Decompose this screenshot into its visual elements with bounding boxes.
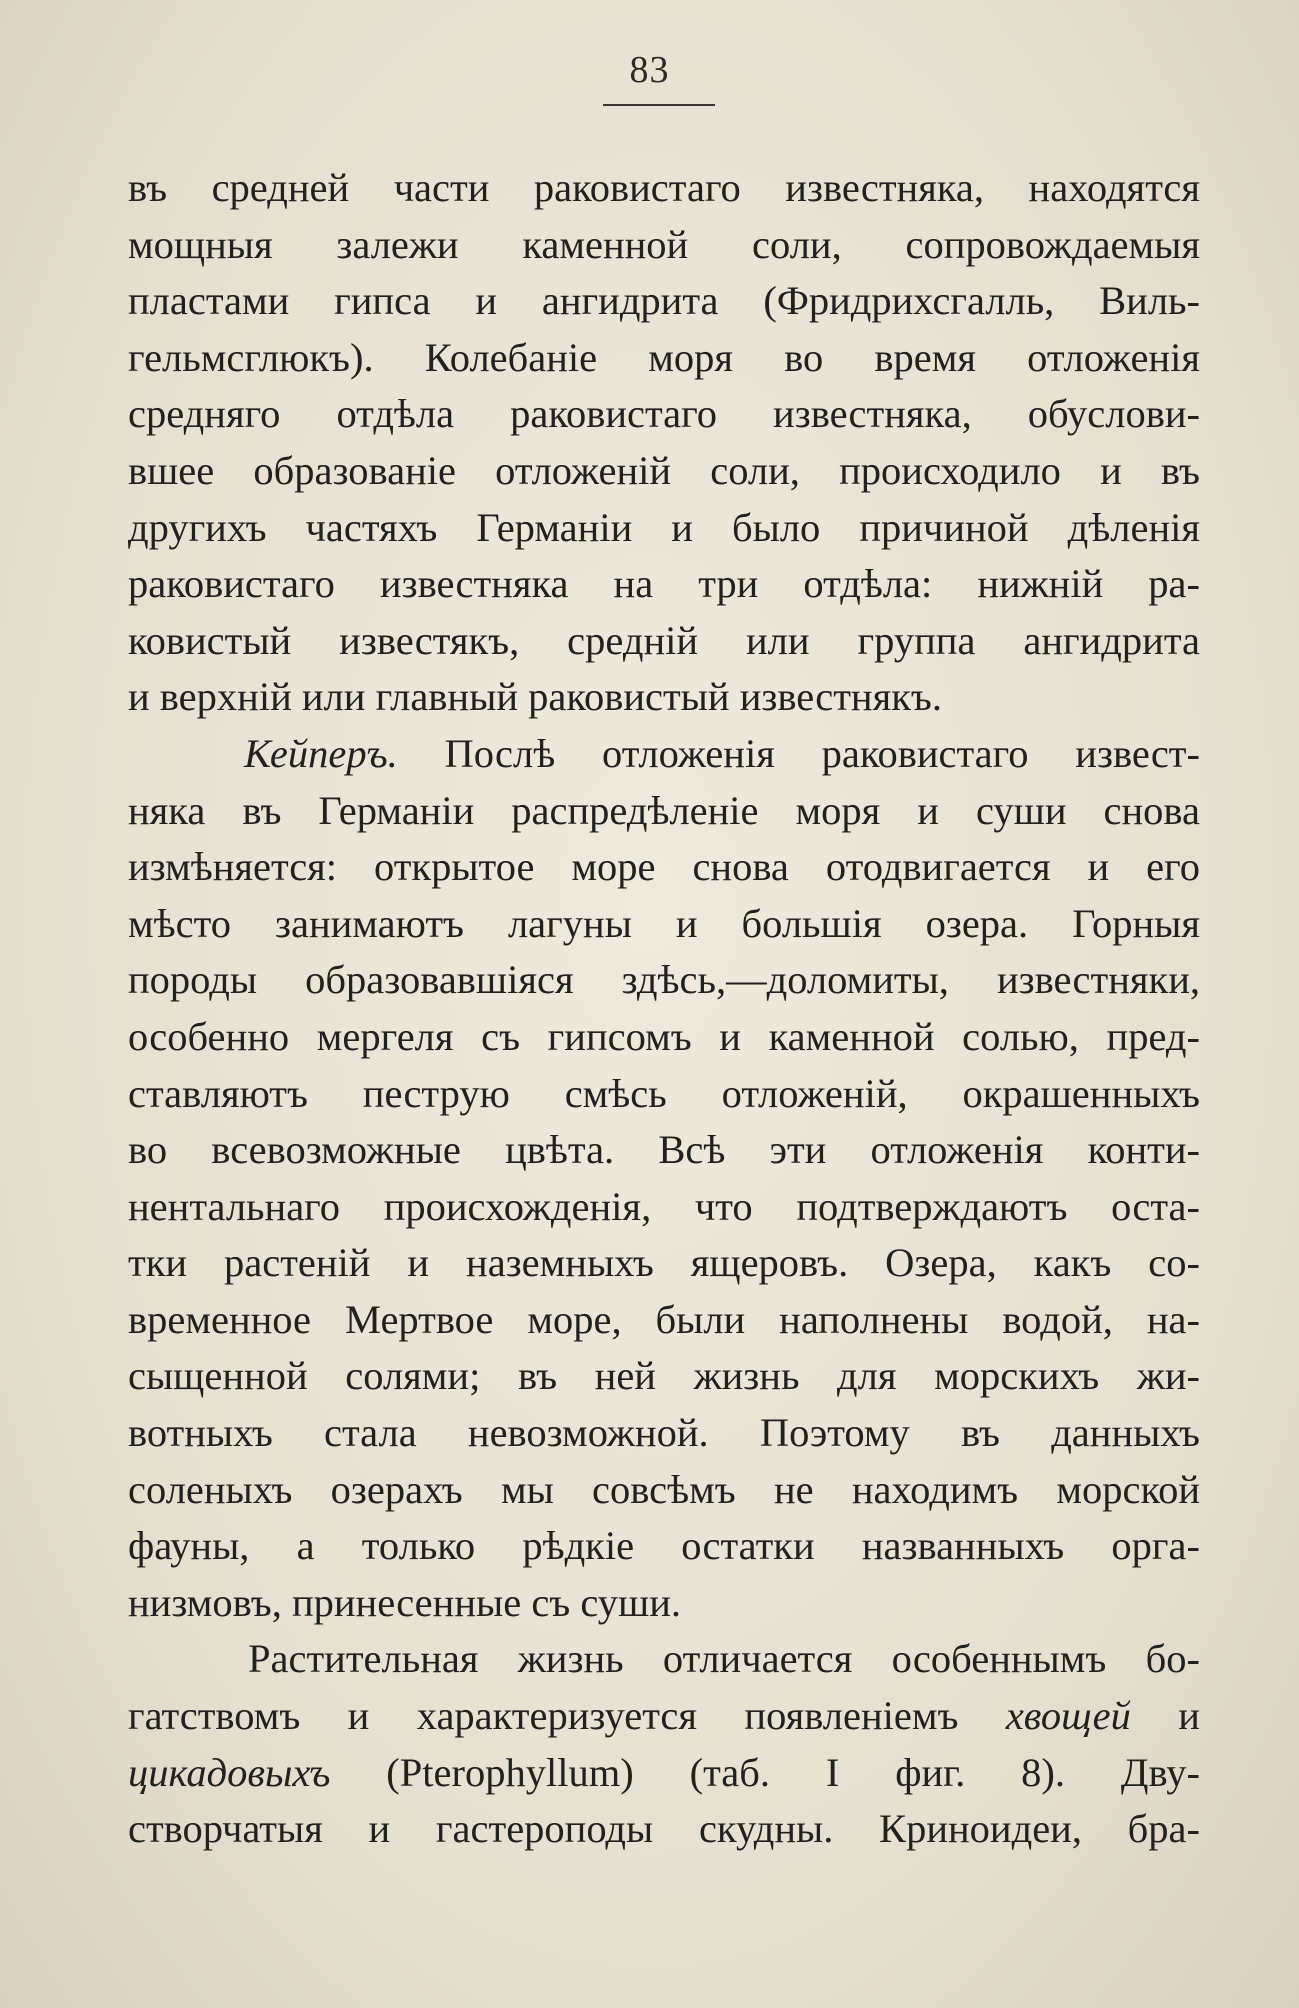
text-line: особенно мергеля съ гипсомъ и каменной солью, пред- — [128, 1013, 1200, 1059]
text-line: низмовъ, принесенные съ суши. — [128, 1579, 682, 1625]
text-line: средняго отдѣла раковистаго известняка, обуслови- — [128, 391, 1200, 437]
text-line: въ средней части раковистаго известняка, находятся — [128, 165, 1200, 210]
text-line: сыщенной солями; въ ней жизнь для морскихъ жи- — [128, 1353, 1200, 1399]
text-line: ставляютъ пеструю смѣсь отложеній, окрашенныхъ — [128, 1070, 1200, 1116]
text-line: раковистаго известняка на три отдѣла: нижній ра- — [128, 561, 1200, 607]
paragraph-first-line — [128, 726, 1200, 783]
text-fragment: и — [1130, 1693, 1200, 1739]
text-line — [128, 1688, 1200, 1745]
text-fragment: Послѣ отложенія раковистаго извест- — [397, 730, 1200, 776]
section-heading-keuper: Кейперъ. — [244, 730, 398, 776]
text-line: вотныхъ стала невозможной. Поэтому въ данныхъ — [128, 1410, 1200, 1456]
text-line: мѣсто занимаютъ лагуны и большія озера. Горныя — [128, 900, 1200, 946]
text-line: временное Мертвое море, были наполнены водой, на- — [128, 1296, 1200, 1342]
text-line: няка въ Германіи распредѣленіе моря и суши снова — [128, 787, 1200, 833]
text-line: и верхній или главный раковистый известнякъ. — [128, 674, 942, 720]
text-line: фауны, а только рѣдкіе остатки названныхъ орга- — [128, 1523, 1200, 1569]
page-number-rule — [603, 104, 715, 106]
text-line: створчатыя и гастероподы скудны. Криноидеи, бра- — [128, 1806, 1200, 1852]
text-line: нентальнаго происхожденія, что подтверждаютъ оста- — [128, 1183, 1200, 1229]
text-line: тки растеній и наземныхъ ящеровъ. Озера, какъ со- — [128, 1240, 1200, 1286]
body-text — [128, 160, 1200, 1858]
text-line: гельмсглюкъ). Колебаніе моря во время отложенія — [128, 334, 1200, 380]
text-line: вшее образованіе отложеній соли, происходило и въ — [128, 447, 1200, 493]
text-fragment: (Pterophyllum) (таб. I фиг. 8). Дву- — [330, 1749, 1200, 1795]
text-line: пластами гипса и ангидрита (Фридрихсгалль, Виль- — [128, 278, 1200, 324]
text-line — [128, 1745, 1200, 1802]
text-line: соленыхъ озерахъ мы совсѣмъ не находимъ морской — [128, 1466, 1200, 1512]
text-line: во всевозможные цвѣта. Всѣ эти отложенія конти- — [128, 1127, 1200, 1173]
page-number: 83 — [629, 49, 670, 91]
text-line: ковистый известякъ, средній или группа ангидрита — [128, 617, 1200, 663]
text-line: мощныя залежи каменной соли, сопровождаемыя — [128, 221, 1200, 267]
text-line: породы образовавшіяся здѣсь,—доломиты, известняки, — [128, 957, 1200, 1003]
text-fragment: гатствомъ и характеризуется появленіемъ — [128, 1693, 1006, 1739]
paragraph-first-line: Растительная жизнь отличается особеннымъ бо- — [248, 1636, 1200, 1682]
italic-term: цикадовыхъ — [128, 1749, 331, 1795]
text-line: измѣняется: открытое море снова отодвигается и его — [128, 844, 1200, 890]
text-line: другихъ частяхъ Германіи и было причиной дѣленія — [128, 504, 1200, 550]
italic-term: хвощей — [1005, 1693, 1131, 1739]
